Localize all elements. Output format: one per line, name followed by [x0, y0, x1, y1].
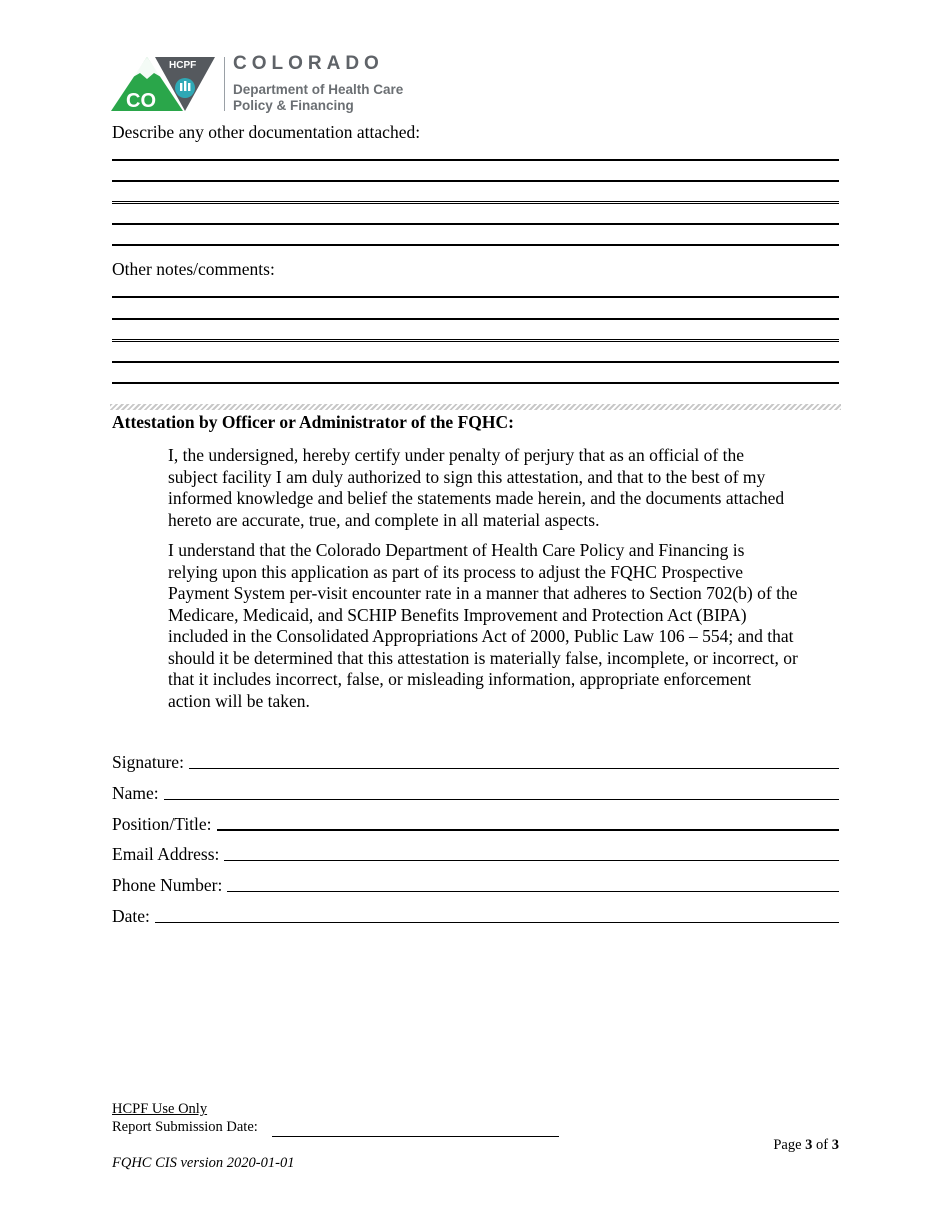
attestation-p1-line: hereto are accurate, true, and complete in all material aspects. [168, 509, 600, 530]
attestation-p2-line: should it be determined that this attestation is materially false, incomplete, or incorrect, or [168, 647, 798, 668]
page-total: 3 [831, 1137, 839, 1153]
notes-label: Other notes/comments: [112, 259, 275, 279]
signature-field [112, 750, 839, 772]
name-field [112, 781, 839, 803]
logo-badge-text: HCPF [169, 60, 197, 71]
attestation-p2-line: that it includes incorrect, false, or misleading information, appropriate enforcement [168, 669, 752, 689]
phone-label: Phone Number: [112, 875, 223, 895]
attestation-p2-line: relying upon this application as part of its process to adjust the FQHC Prospective [168, 561, 743, 582]
phone-input-line[interactable] [227, 891, 839, 892]
position-title-field [112, 812, 839, 834]
logo-department-line1: Department of Health Care [233, 82, 404, 97]
attestation-heading: Attestation by Officer or Administrator of the FQHC: [112, 412, 514, 432]
hcpf-use-only-label: HCPF Use Only [112, 1101, 208, 1117]
page-of: of [816, 1137, 829, 1153]
report-submission-date-label: Report Submission Date: [112, 1119, 258, 1135]
documentation-line-5[interactable] [112, 244, 839, 246]
date-input-line[interactable] [155, 922, 839, 923]
phone-field [112, 873, 839, 895]
email-label: Email Address: [112, 844, 220, 864]
email-field [112, 842, 839, 864]
name-input-line[interactable] [164, 799, 839, 800]
attestation-p2-line: action will be taken. [168, 690, 310, 711]
notes-line-1[interactable] [112, 296, 839, 298]
section-divider [110, 404, 841, 410]
documentation-line-2[interactable] [112, 180, 839, 182]
documentation-line-4[interactable] [112, 223, 839, 225]
attestation-p2-line: Medicare, Medicaid, and SCHIP Benefits Improvement and Protection Act (BIPA) [168, 604, 747, 625]
date-field [112, 904, 839, 926]
logo-department [233, 82, 403, 114]
position-title-input-line[interactable] [217, 829, 839, 831]
documentation-line-1[interactable] [112, 159, 839, 161]
documentation-line-3[interactable] [112, 201, 839, 204]
email-input-line[interactable] [224, 860, 839, 861]
attestation-p2-line: included in the Consolidated Appropriations Act of 2000, Public Law 106 – 554; and that [168, 626, 794, 646]
attestation-paragraph-1 [168, 445, 843, 531]
attestation-paragraph-2 [168, 540, 843, 712]
attestation-p1-line: informed knowledge and belief the statements made herein, and the documents attached [168, 488, 785, 508]
report-submission-date-line[interactable] [272, 1136, 559, 1137]
signature-input-line[interactable] [189, 768, 839, 769]
logo-wordmark: COLORADO [233, 53, 384, 74]
notes-line-2[interactable] [112, 318, 839, 320]
documentation-label: Describe any other documentation attached: [112, 122, 421, 142]
attestation-p1-line: subject facility I am duly authorized to sign this attestation, and that to the best of my [168, 466, 766, 487]
attestation-p2-line: Payment System per-visit encounter rate in a manner that adheres to Section 702(b) of the [168, 583, 798, 603]
date-label: Date: [112, 906, 150, 926]
attestation-p1-line: I, the undersigned, hereby certify under penalty of perjury that as an official of the [168, 445, 744, 465]
attestation-p2-line: I understand that the Colorado Department of Health Care Policy and Financing is [168, 540, 745, 560]
page-word: Page [773, 1137, 802, 1153]
notes-line-4[interactable] [112, 361, 839, 363]
page-number [773, 1137, 839, 1154]
logo-department-line2: Policy & Financing [233, 98, 354, 113]
logo-state-text: CO [126, 90, 156, 112]
position-title-label: Position/Title: [112, 814, 212, 834]
notes-line-5[interactable] [112, 382, 839, 384]
logo-divider [224, 57, 225, 111]
name-label: Name: [112, 783, 159, 803]
signature-label: Signature: [112, 752, 184, 772]
notes-line-3[interactable] [112, 339, 839, 342]
form-version: FQHC CIS version 2020-01-01 [112, 1155, 295, 1171]
page-current: 3 [805, 1137, 813, 1153]
